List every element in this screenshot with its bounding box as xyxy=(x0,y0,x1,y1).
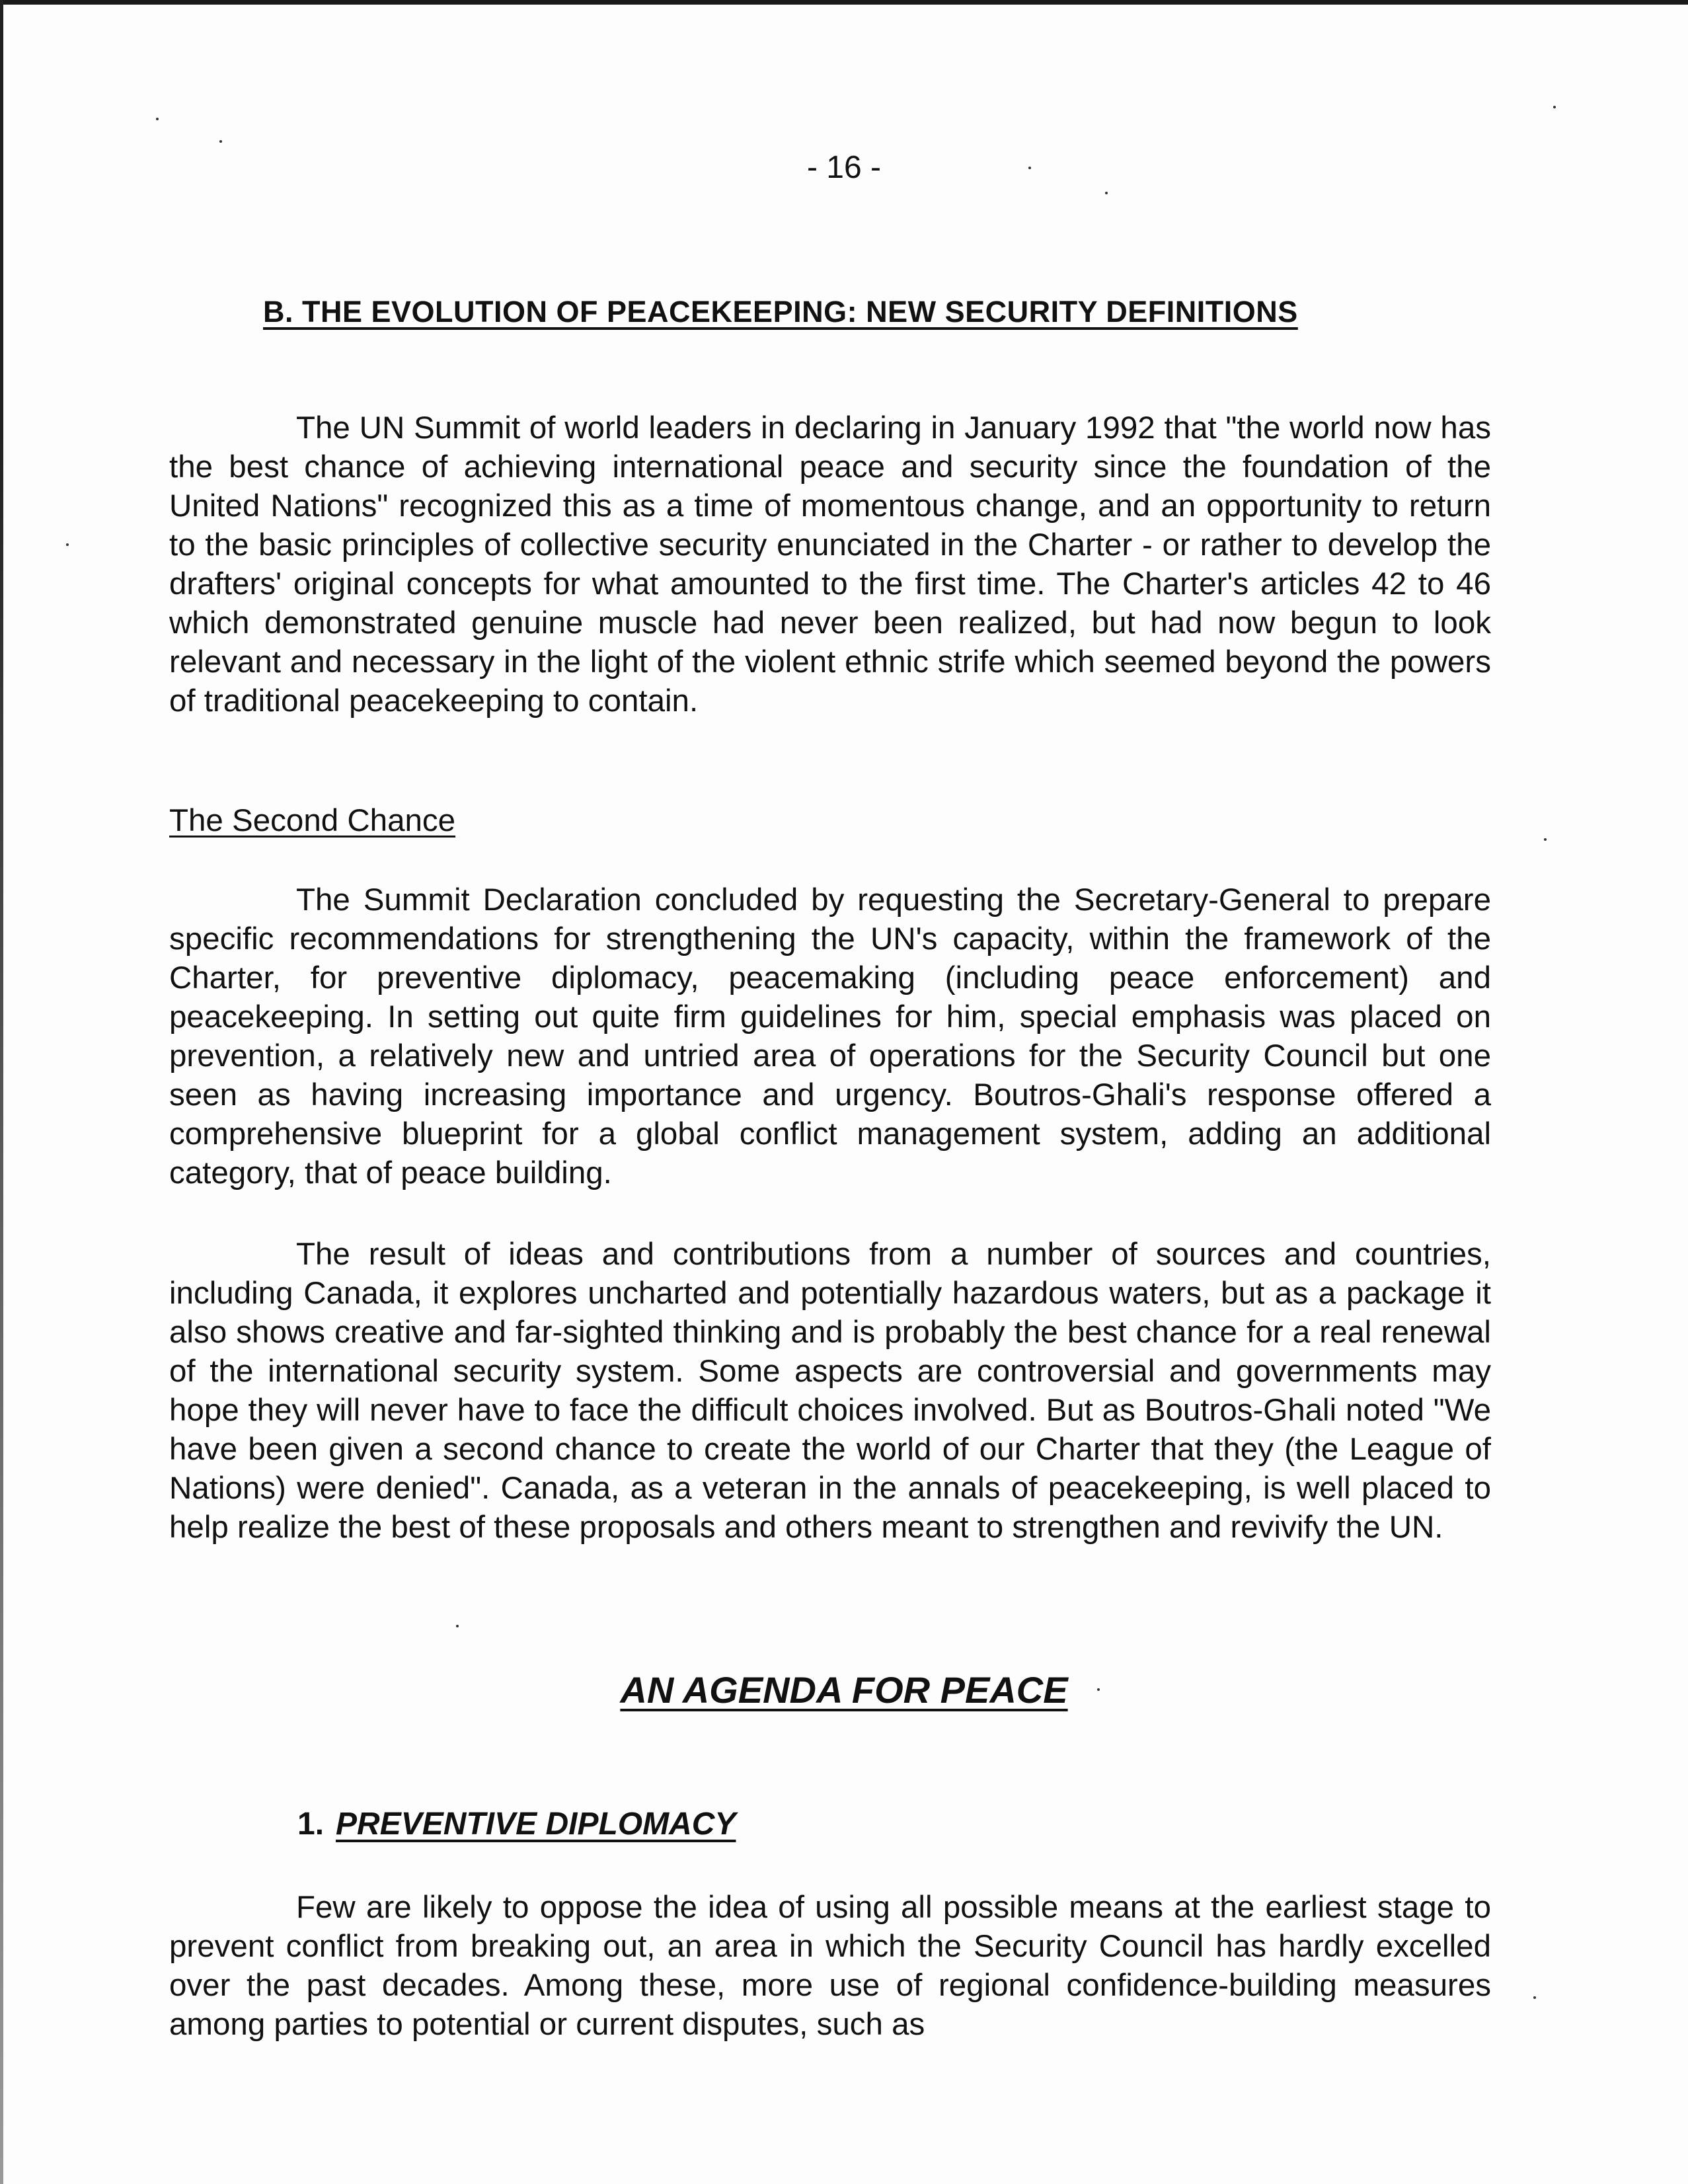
scan-speck xyxy=(1553,106,1556,108)
page-number: - 16 - xyxy=(806,150,882,185)
section-heading: B. THE EVOLUTION OF PEACEKEEPING: NEW SECURITY DEFINITIONS xyxy=(263,295,1298,329)
paragraph-preventive-diplomacy xyxy=(169,1888,1491,2044)
paragraph-summit-declaration-text: The Summit Declaration concluded by requesting the Secretary-General to prepare specific recommendations for strengthening the UN's capacity, within the framework of the Charter, for preventive diplomacy, peacemaking (including peace enforcement) and peacekeeping. In setting out quite firm guidelines for him, special emphasis was placed on prevention, a relatively new and untried area of operations for the Security Council but one seen as having increasing importance and urgency. Boutros-Ghali's response offered a comprehensive blueprint for a global conflict management system, adding an additional category, that of peace building. xyxy=(169,882,1491,1190)
scan-speck xyxy=(156,118,159,120)
scan-speck xyxy=(1028,167,1031,169)
scan-speck xyxy=(66,543,69,546)
scan-speck xyxy=(1105,192,1108,194)
heading-number: 1. xyxy=(297,1807,325,1842)
scan-speck xyxy=(1544,838,1547,841)
subheading-second-chance: The Second Chance xyxy=(169,803,456,838)
paragraph-summit-text: The UN Summit of world leaders in declaring in January 1992 that "the world now has the best chance of achieving international peace and security since the foundation of the United Nations" recognized this as a time of momentous change, and an opportunity to return to the basic principles of collective security enunciated in the Charter - or rather to develop the drafters' original concepts for what amounted to the first time. The Charter's articles 42 to 46 which demonstrated genuine muscle had never been realized, but had now begun to look relevant and necessary in the light of the violent ethnic strife which seemed beyond the powers of traditional peacekeeping to contain. xyxy=(169,410,1491,719)
paragraph-result-of-ideas xyxy=(169,1235,1491,1547)
scan-speck xyxy=(1097,1688,1100,1691)
agenda-title: AN AGENDA FOR PEACE xyxy=(620,1669,1068,1711)
scan-edge-top xyxy=(0,0,1688,5)
paragraph-preventive-diplomacy-text: Few are likely to oppose the idea of using all possible means at the earliest stage to prevent conflict from breaking out, an area in which the Security Council has hardly excelled over the past decades. Among these, more use of regional confidence-building measures among parties to potential or current disputes, such as xyxy=(169,1890,1491,2042)
scan-speck xyxy=(1533,1996,1536,1999)
scan-edge-left xyxy=(0,0,3,2184)
paragraph-summit xyxy=(169,409,1491,721)
preventive-diplomacy-heading xyxy=(297,1806,736,1842)
paragraph-summit-declaration xyxy=(169,880,1491,1192)
heading-label: PREVENTIVE DIPLOMACY xyxy=(336,1807,736,1842)
scan-speck xyxy=(456,1625,459,1627)
paragraph-result-of-ideas-text: The result of ideas and contributions from a number of sources and countries, including Canada, it explores uncharted and potentially hazardous waters, but as a package it also shows creative and far-sighted thinking and is probably the best chance for a real renewal of the international security system. Some aspects are controversial and governments may hope they will never have to face the difficult choices involved. But as Boutros-Ghali noted "We have been given a second chance to create the world of our Charter that they (the League of Nations) were denied". Canada, as a veteran in the annals of peacekeeping, is well placed to help realize the best of these proposals and others meant to strengthen and revivify the UN. xyxy=(169,1237,1491,1545)
scan-speck xyxy=(219,140,222,143)
